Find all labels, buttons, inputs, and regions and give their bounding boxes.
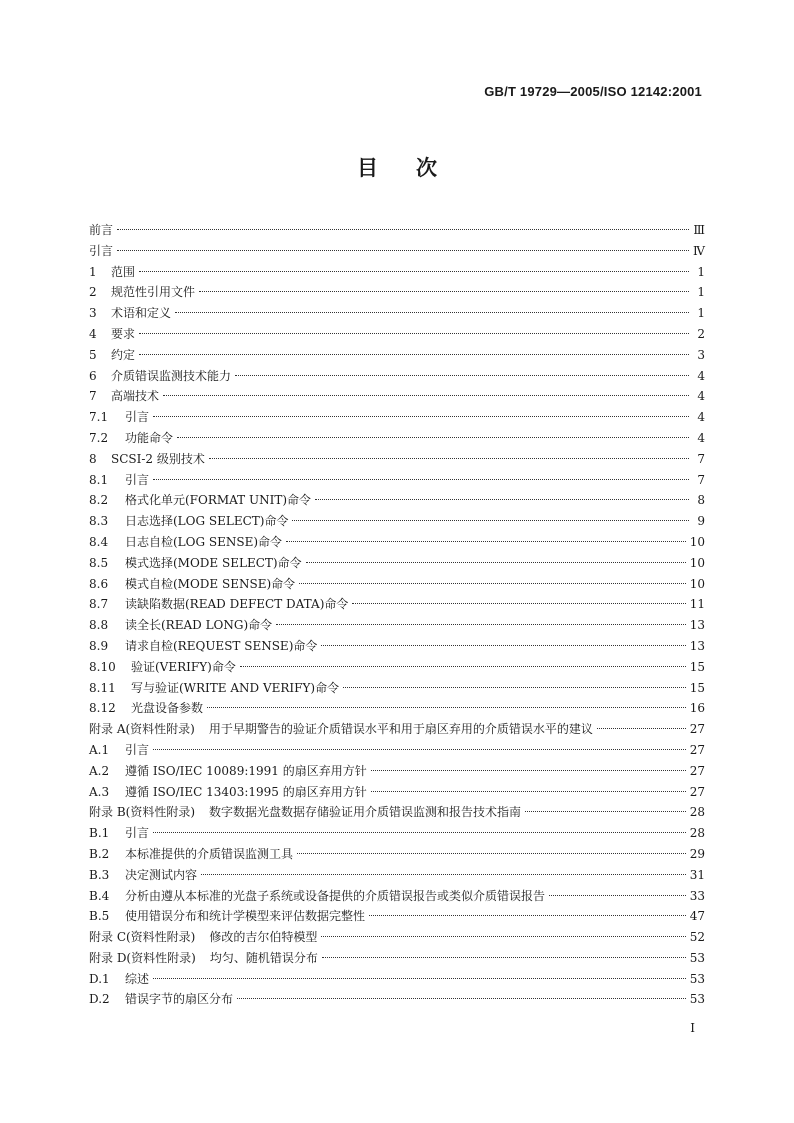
dot-leader (117, 229, 689, 230)
toc-entry-number: 8.1 (89, 472, 109, 487)
toc-entry-label: 遵循 ISO/IEC 10089:1991 的扇区弃用方针 (125, 763, 367, 778)
toc-entry-page: 11 (689, 597, 705, 612)
dot-leader (321, 936, 685, 937)
toc-entry-number: 8.2 (89, 493, 109, 508)
toc-entry-number: 8.3 (89, 514, 109, 529)
toc-entry-page: 33 (689, 888, 705, 903)
toc-entry-label: 引言 (125, 826, 150, 841)
toc-entry[interactable] (89, 490, 705, 511)
toc-entry[interactable] (89, 303, 705, 324)
toc-entry-page: 4 (697, 389, 705, 404)
toc-entry-number: 8.6 (89, 576, 109, 591)
toc-entry[interactable] (89, 823, 705, 844)
toc-entry-number: 2 (89, 285, 97, 300)
toc-entry[interactable] (89, 594, 705, 615)
toc-entry-number: 8.9 (89, 638, 109, 653)
toc-entry-page: 27 (689, 722, 705, 737)
toc-entry-number: 1 (89, 264, 97, 279)
dot-leader (175, 312, 689, 313)
toc-entry-page: 3 (697, 347, 705, 362)
toc-entry-page: 53 (689, 971, 705, 986)
dot-leader (343, 687, 686, 688)
toc-entry-label: 数字数据光盘数据存储验证用介质错误监测和报告技术指南 (209, 805, 522, 820)
toc-entry[interactable] (89, 511, 705, 532)
dot-leader (117, 250, 689, 251)
toc-entry-label: 日志选择(LOG SELECT)命令 (125, 514, 289, 529)
toc-entry-number: 8.4 (89, 534, 109, 549)
dot-leader (153, 479, 689, 480)
toc-entry-number: B.2 (89, 846, 110, 861)
toc-entry-number: 8.12 (89, 701, 116, 716)
toc-entry-page: 9 (697, 514, 705, 529)
toc-entry-label: 引言 (125, 410, 150, 425)
toc-entry-page: 4 (697, 430, 705, 445)
dot-leader (299, 583, 686, 584)
dot-leader (199, 291, 689, 292)
toc-entry[interactable] (89, 989, 705, 1010)
toc-entry-label: 使用错误分布和统计学模型来评估数据完整性 (125, 909, 366, 924)
dot-leader (371, 791, 686, 792)
toc-entry[interactable] (89, 802, 705, 823)
page-title: 目次 (357, 155, 475, 180)
dot-leader (139, 271, 689, 272)
dot-leader (153, 416, 689, 417)
toc-entry[interactable] (89, 782, 705, 803)
toc-entry[interactable] (89, 740, 705, 761)
toc-entry[interactable] (89, 366, 705, 387)
toc-entry-label: 本标准提供的介质错误监测工具 (125, 846, 294, 861)
toc-entry-number: 6 (89, 368, 97, 383)
toc-entry[interactable] (89, 574, 705, 595)
toc-entry-label: 模式选择(MODE SELECT)命令 (125, 555, 302, 570)
toc-entry-page: 27 (689, 784, 705, 799)
dot-leader (315, 499, 689, 500)
toc-entry[interactable] (89, 262, 705, 283)
toc-entry-number: D.2 (89, 992, 110, 1007)
toc-entry[interactable] (89, 719, 705, 740)
toc-entry-number: 7 (89, 389, 97, 404)
toc-entry-page: 7 (697, 472, 705, 487)
toc-entry[interactable] (89, 532, 705, 553)
toc-entry-number: A.2 (89, 763, 110, 778)
standard-code: GB/T 19729—2005/ISO 12142:2001 (484, 84, 702, 99)
toc-entry[interactable] (89, 927, 705, 948)
toc-entry-number: B.4 (89, 888, 110, 903)
toc-entry-label: 规范性引用文件 (111, 285, 196, 300)
toc-entry-number: 3 (89, 306, 97, 321)
dot-leader (352, 603, 685, 604)
toc-entry-label: 读缺陷数据(READ DEFECT DATA)命令 (125, 597, 349, 612)
toc-entry-page: 10 (689, 576, 705, 591)
toc-entry[interactable] (89, 449, 705, 470)
toc-entry-page: 53 (689, 950, 705, 965)
dot-leader (139, 333, 689, 334)
toc-entry[interactable] (89, 407, 705, 428)
toc-entry-label: 日志自检(LOG SENSE)命令 (125, 534, 283, 549)
toc-entry-page: 31 (689, 867, 705, 882)
toc-entry-page: 15 (689, 680, 705, 695)
toc-entry-page: 1 (697, 264, 705, 279)
toc-entry[interactable] (89, 906, 705, 927)
toc-entry[interactable] (89, 470, 705, 491)
toc-entry-page: 1 (697, 285, 705, 300)
toc-entry-label: 要求 (111, 326, 136, 341)
toc-entry-page: 10 (689, 555, 705, 570)
toc-entry[interactable] (89, 241, 705, 262)
toc-entry[interactable] (89, 886, 705, 907)
toc-entry-label: 高端技术 (111, 389, 160, 404)
toc-entry[interactable] (89, 844, 705, 865)
toc-entry-number: 附录 D(资料性附录) (89, 950, 196, 965)
dot-leader (321, 645, 685, 646)
dot-leader (597, 728, 686, 729)
dot-leader (369, 915, 686, 916)
dot-leader (525, 811, 686, 812)
toc-entry-page: 52 (689, 930, 705, 945)
toc-entry[interactable] (89, 428, 705, 449)
toc-entry-label: SCSI-2 级别技术 (111, 451, 205, 466)
toc-entry-label: 引言 (125, 472, 150, 487)
toc-entry[interactable] (89, 345, 705, 366)
toc-entry-page: 4 (697, 410, 705, 425)
toc-entry-label: 范围 (111, 264, 136, 279)
dot-leader (207, 707, 686, 708)
toc-entry[interactable] (89, 761, 705, 782)
dot-leader (177, 437, 689, 438)
dot-leader (235, 375, 689, 376)
toc-entry-label: 引言 (89, 243, 114, 258)
toc-entry-label: 决定测试内容 (125, 867, 198, 882)
toc-entry-page: Ⅳ (693, 243, 705, 258)
toc-entry-page: 8 (697, 493, 705, 508)
dot-leader (240, 666, 686, 667)
toc-entry[interactable] (89, 282, 705, 303)
dot-leader (292, 520, 689, 521)
dot-leader (276, 624, 686, 625)
toc-entry-number: 附录 A(资料性附录) (89, 722, 195, 737)
dot-leader (306, 562, 686, 563)
toc-entry-label: 读全长(READ LONG)命令 (125, 618, 273, 633)
toc-entry-label: 写与验证(WRITE AND VERIFY)命令 (131, 680, 340, 695)
toc-entry-label: 错误字节的扇区分布 (125, 992, 234, 1007)
toc-entry-page: 1 (697, 306, 705, 321)
toc-entry-label: 模式自检(MODE SENSE)命令 (125, 576, 296, 591)
toc-entry-number: 附录 C(资料性附录) (89, 930, 196, 945)
toc-entry-label: 功能命令 (125, 430, 174, 445)
toc-entry-page: 28 (689, 826, 705, 841)
toc-entry-number: A.1 (89, 742, 110, 757)
toc-entry-number: 8 (89, 451, 97, 466)
toc-entry-page: 28 (689, 805, 705, 820)
toc-entry-number: 8.5 (89, 555, 109, 570)
toc-entry-page: 16 (689, 701, 705, 716)
dot-leader (549, 895, 686, 896)
dot-leader (237, 998, 686, 999)
toc-entry-number: B.5 (89, 909, 110, 924)
toc-entry-label: 光盘设备参数 (131, 701, 204, 716)
dot-leader (163, 395, 689, 396)
dot-leader (153, 978, 686, 979)
toc-entry-number: 8.11 (89, 680, 116, 695)
toc-entry-number: 4 (89, 326, 97, 341)
toc-entry-page: 15 (689, 659, 705, 674)
toc-entry[interactable] (89, 553, 705, 574)
toc-entry-page: Ⅲ (693, 223, 705, 237)
toc-entry-number: 5 (89, 347, 97, 362)
toc-entry-page: 27 (689, 763, 705, 778)
toc-entry-label: 术语和定义 (111, 306, 172, 321)
toc-entry[interactable] (89, 324, 705, 345)
toc-entry-page: 13 (689, 618, 705, 633)
toc-entry-page: 10 (689, 534, 705, 549)
toc-entry-number: 8.10 (89, 659, 116, 674)
dot-leader (209, 458, 689, 459)
toc-entry[interactable] (89, 636, 705, 657)
toc-entry-page: 13 (689, 638, 705, 653)
toc-entry-label: 遵循 ISO/IEC 13403:1995 的扇区弃用方针 (125, 784, 367, 799)
dot-leader (153, 749, 686, 750)
toc-entry[interactable] (89, 386, 705, 407)
toc-entry-label: 均匀、随机错误分布 (209, 950, 318, 965)
toc-entry-page: 4 (697, 368, 705, 383)
toc-entry-page: 2 (697, 326, 705, 341)
dot-leader (139, 354, 689, 355)
toc-entry-page: 53 (689, 992, 705, 1007)
toc-entry-number: 8.8 (89, 618, 109, 633)
dot-leader (201, 874, 686, 875)
toc-entry-number: 7.2 (89, 430, 109, 445)
toc-entry-label: 约定 (111, 347, 136, 362)
toc-entry[interactable] (89, 969, 705, 990)
toc-entry-label: 分析由遵从本标准的光盘子系统或设备提供的介质错误报告或类似介质错误报告 (125, 888, 546, 903)
toc-entry[interactable] (89, 948, 705, 969)
toc-entry-label: 修改的吉尔伯特模型 (209, 930, 318, 945)
toc-entry-label: 验证(VERIFY)命令 (131, 659, 236, 674)
toc-entry[interactable] (89, 657, 705, 678)
toc-entry[interactable] (89, 678, 705, 699)
toc-entry-label: 前言 (89, 223, 114, 237)
dot-leader (286, 541, 686, 542)
toc-entry[interactable] (89, 220, 705, 241)
dot-leader (322, 957, 686, 958)
toc-entry-page: 27 (689, 742, 705, 757)
dot-leader (371, 770, 686, 771)
toc-entry-number: B.1 (89, 826, 110, 841)
toc-entry-label: 格式化单元(FORMAT UNIT)命令 (125, 493, 312, 508)
toc-entry-label: 综述 (125, 971, 150, 986)
page-number: I (690, 1021, 695, 1035)
toc-entry-number: 7.1 (89, 410, 109, 425)
toc-entry[interactable] (89, 865, 705, 886)
toc-entry[interactable] (89, 615, 705, 636)
toc-entry-label: 用于早期警告的验证介质错误水平和用于扇区弃用的介质错误水平的建议 (208, 722, 593, 737)
toc-entry-page: 47 (689, 909, 705, 924)
toc-entry-number: B.3 (89, 867, 110, 882)
toc-entry-label: 请求自检(REQUEST SENSE)命令 (125, 638, 318, 653)
dot-leader (153, 832, 686, 833)
toc-entry[interactable] (89, 698, 705, 719)
dot-leader (297, 853, 686, 854)
table-of-contents (89, 220, 705, 1010)
toc-entry-number: A.3 (89, 784, 110, 799)
toc-entry-label: 介质错误监测技术能力 (111, 368, 232, 383)
toc-entry-number: D.1 (89, 971, 110, 986)
toc-entry-page: 7 (697, 451, 705, 466)
toc-entry-number: 附录 B(资料性附录) (89, 805, 195, 820)
toc-entry-label: 引言 (125, 742, 150, 757)
toc-entry-page: 29 (689, 846, 705, 861)
toc-entry-number: 8.7 (89, 597, 109, 612)
